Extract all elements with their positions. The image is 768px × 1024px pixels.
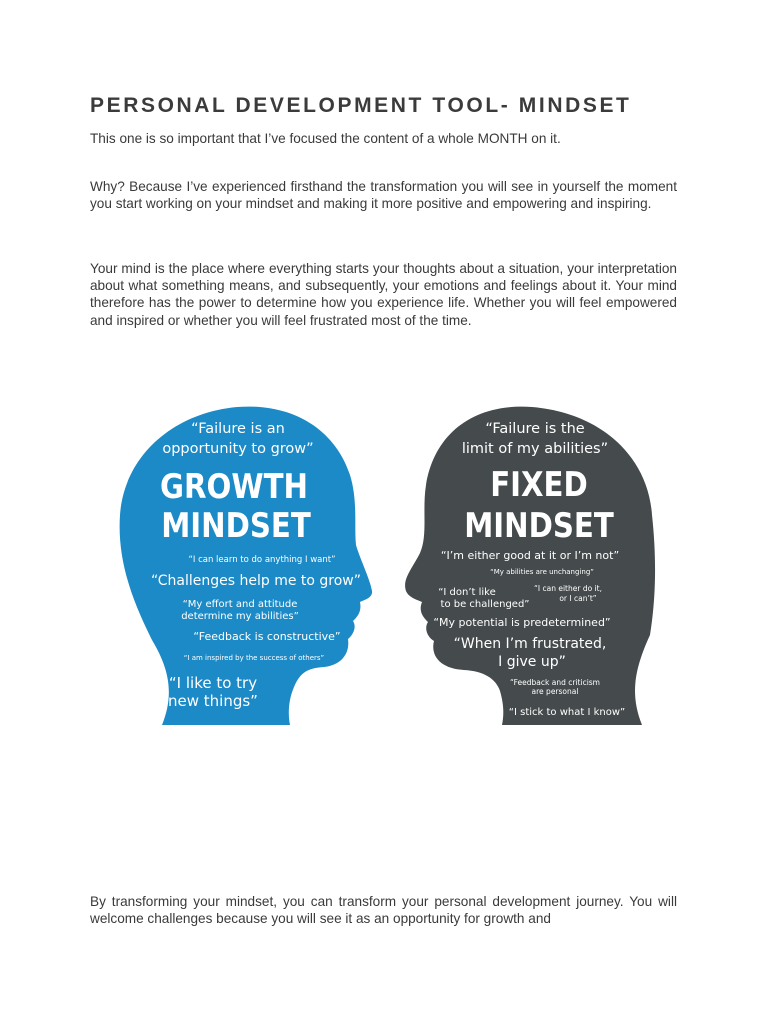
fixed-quote-challenged-line2: to be challenged” <box>440 599 530 610</box>
growth-quote-try-line2: new things” <box>168 692 258 710</box>
fixed-quote-stick: “I stick to what I know” <box>508 707 626 718</box>
growth-quote-effort-line1: “My effort and attitude <box>182 599 298 610</box>
growth-top-quote-line1: “Failure is an <box>191 421 285 437</box>
growth-quote-effort-line2: determine my abilities” <box>181 611 299 622</box>
growth-mindset-head <box>120 407 372 725</box>
page-title: PERSONAL DEVELOPMENT TOOL- MINDSET <box>90 94 632 117</box>
fixed-quote-unchanging: “My abilities are unchanging” <box>490 568 594 576</box>
growth-quote-inspired: “I am inspired by the success of others” <box>183 654 325 662</box>
growth-quote-try-line1: “I like to try <box>168 674 258 692</box>
intro-paragraph: This one is so important that I’ve focused the content of a whole MONTH on it. <box>90 131 561 146</box>
why-paragraph: Why? Because I’ve experienced firsthand the transformation you will see in yourself the moment you start working on your mindset and making it more positive and empowering and inspiring. <box>90 179 677 212</box>
fixed-quote-either-line2: or I can’t” <box>559 594 597 603</box>
fixed-quote-feedback-line1: “Feedback and criticism <box>510 678 600 687</box>
fixed-quote-frustrated-line1: “When I’m frustrated, <box>453 636 607 652</box>
mind-paragraph: Your mind is the place where everything starts your thoughts about a situation, your interpretation about what something means, and subsequently, your emotions and feelings about it. Your mind therefore has the power to determine how you experience life. Whether you will feel empowered and inspired or whether you will feel frustrated most of the time. <box>90 261 677 328</box>
growth-quote-challenges: “Challenges help me to grow” <box>150 573 362 589</box>
fixed-mindset-head <box>405 407 655 725</box>
growth-title-line2: MINDSET <box>161 506 311 546</box>
closing-paragraph: By transforming your mindset, you can transform your personal development journey. You will welcome challenges because you will see it as an opportunity for growth and <box>90 894 677 927</box>
growth-title-line1: GROWTH <box>160 467 308 507</box>
mindset-illustration <box>112 395 660 730</box>
fixed-title-line1: FIXED <box>490 465 588 505</box>
growth-quote-feedback: “Feedback is constructive” <box>193 630 341 643</box>
fixed-top-quote-line2: limit of my abilities” <box>461 441 609 457</box>
growth-quote-learn: “I can learn to do anything I want” <box>188 555 336 565</box>
fixed-quote-frustrated-line2: I give up” <box>498 654 566 670</box>
fixed-quote-good: “I’m either good at it or I’m not” <box>440 549 620 562</box>
fixed-title-line2: MINDSET <box>464 506 614 546</box>
fixed-quote-either-line1: “I can either do it, <box>534 584 602 593</box>
fixed-top-quote-line1: “Failure is the <box>485 421 585 437</box>
fixed-quote-feedback-line2: are personal <box>531 687 579 696</box>
fixed-quote-challenged-line1: “I don’t like <box>438 587 496 598</box>
growth-top-quote-line2: opportunity to grow” <box>162 441 314 457</box>
fixed-quote-potential: “My potential is predetermined” <box>433 616 611 629</box>
